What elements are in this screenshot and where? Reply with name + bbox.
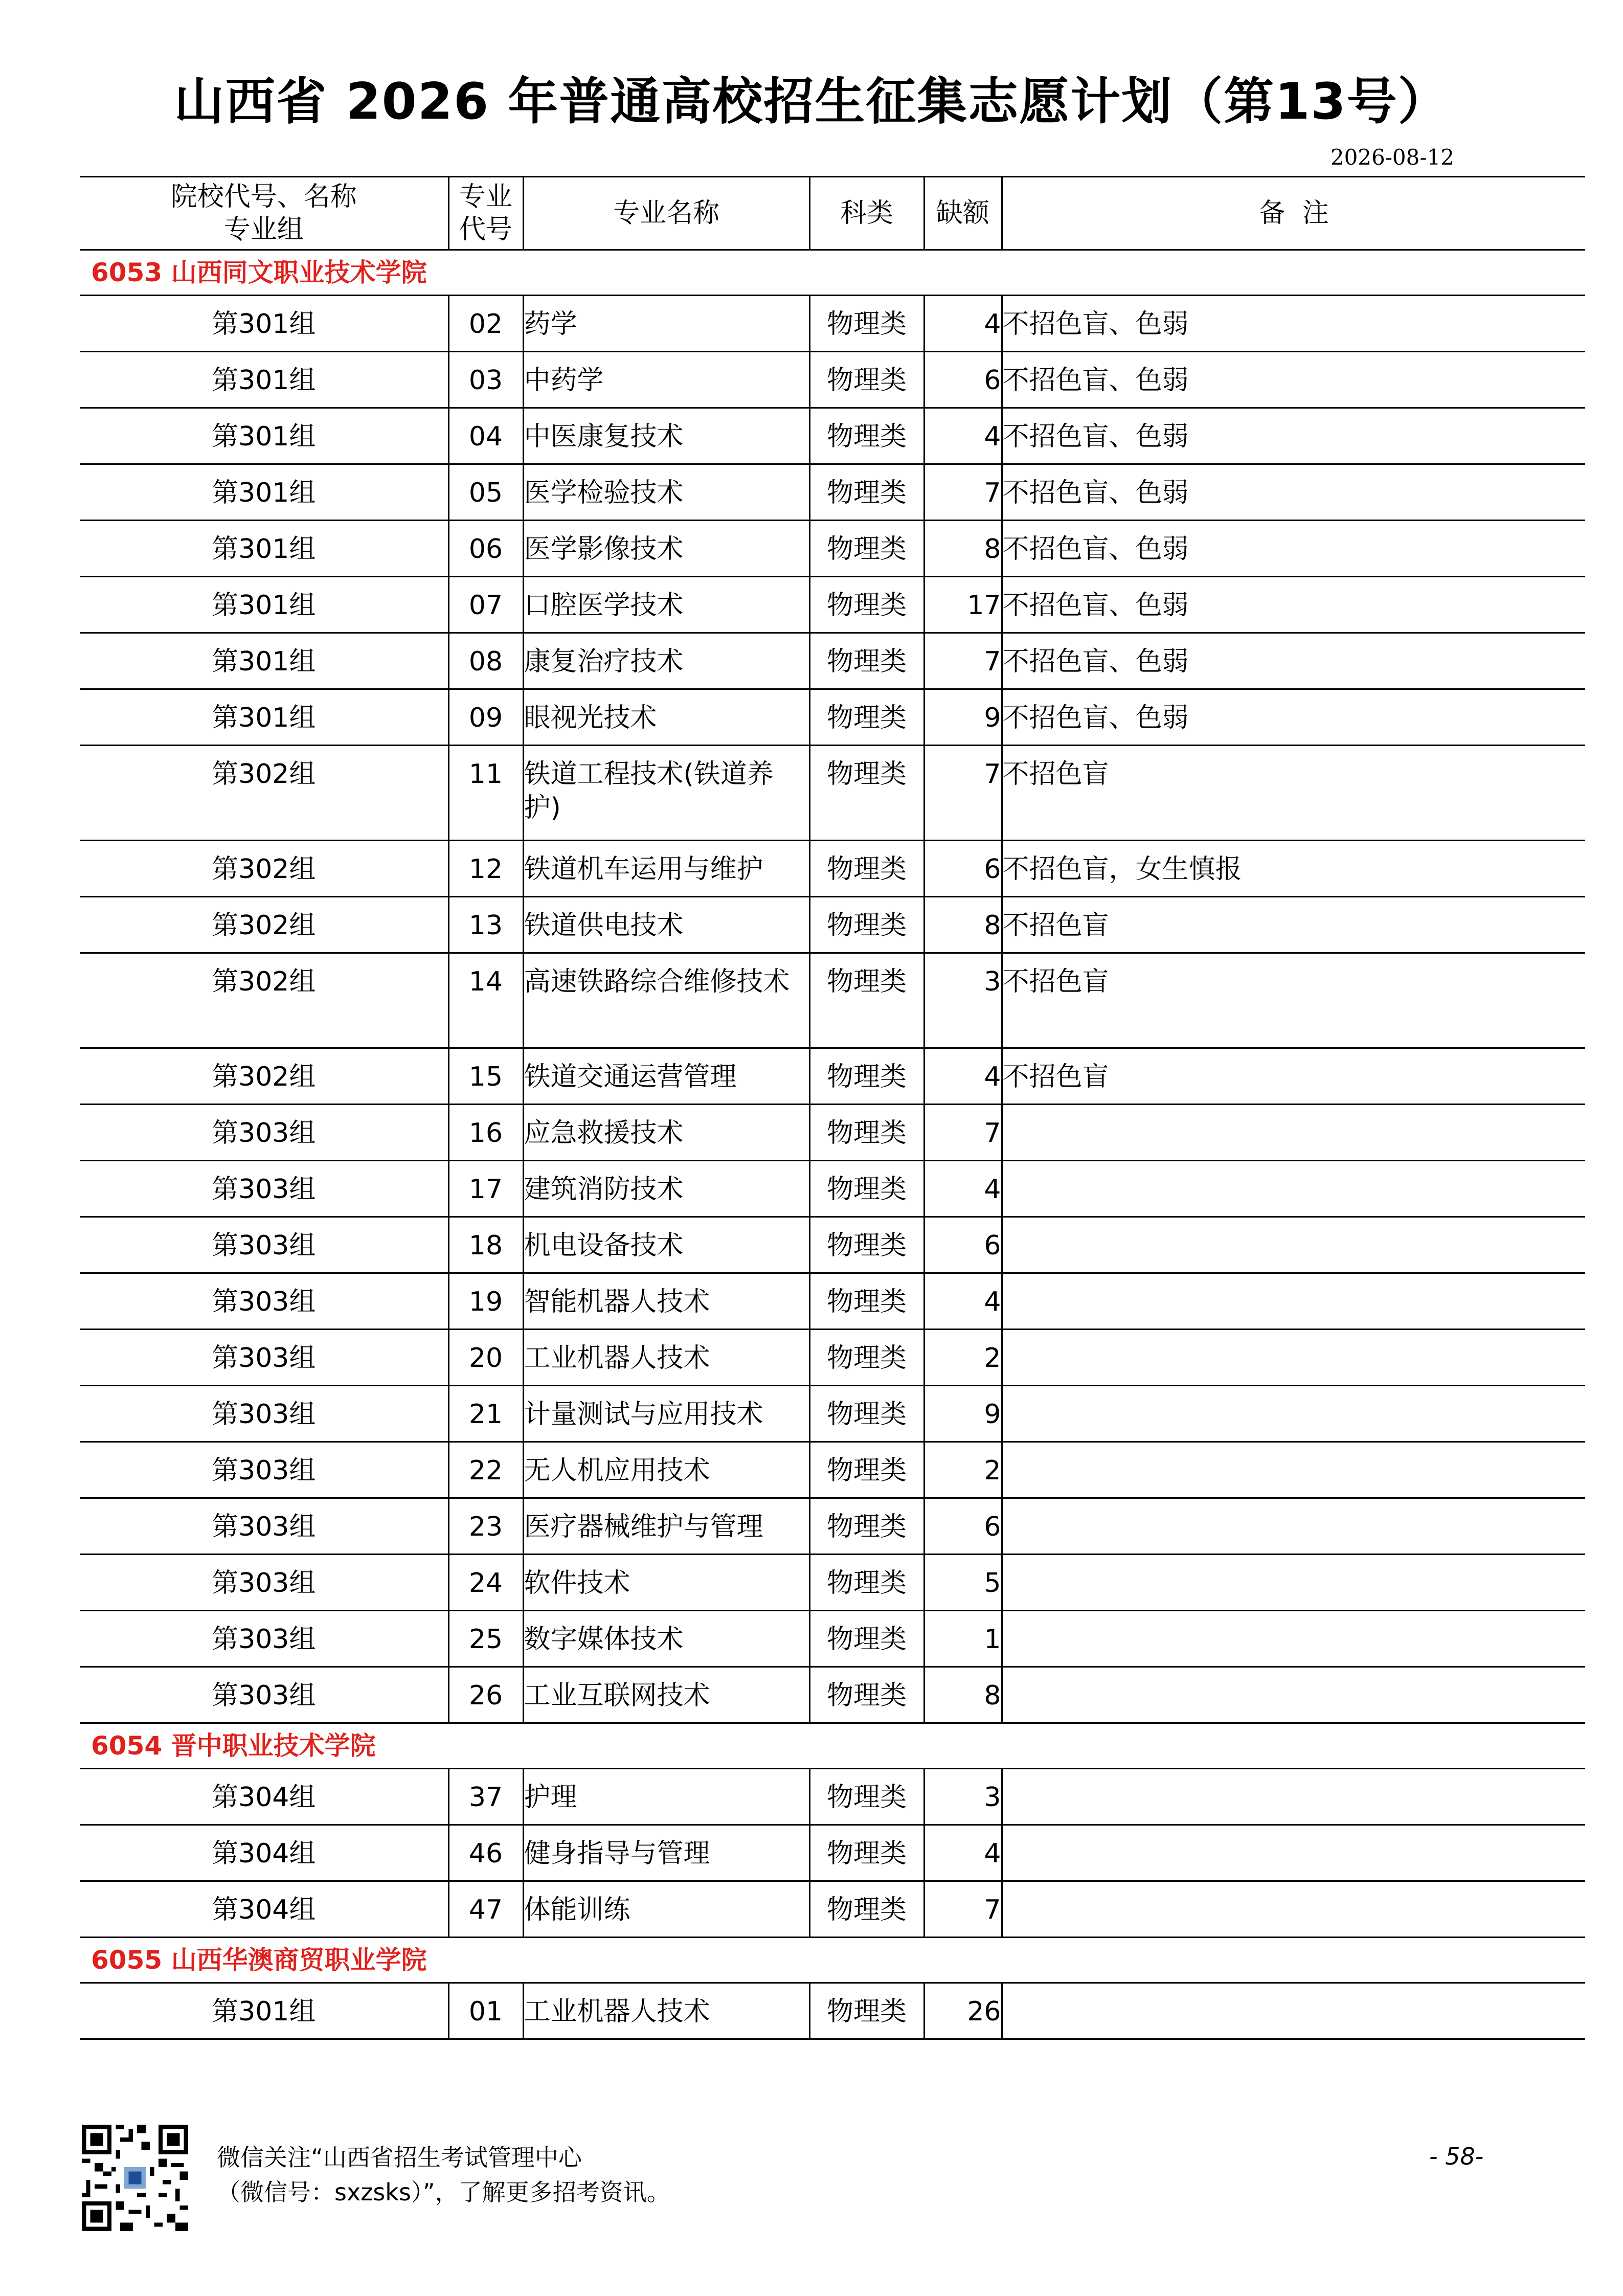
school-heading-row	[80, 250, 1585, 296]
major-name-cell: 健身指导与管理	[523, 1825, 809, 1881]
subject-type-cell: 物理类	[809, 633, 924, 689]
subject-type-cell: 物理类	[809, 1667, 924, 1723]
subject-type-cell: 物理类	[809, 1442, 924, 1498]
major-code-cell: 21	[448, 1386, 523, 1442]
table-row	[80, 521, 1585, 577]
major-name-cell: 中医康复技术	[523, 408, 809, 464]
table-row	[80, 296, 1585, 352]
major-name-cell: 体能训练	[523, 1881, 809, 1938]
group-cell: 第302组	[80, 897, 448, 953]
quota-cell: 4	[924, 408, 1002, 464]
major-code-cell: 12	[448, 841, 523, 897]
quota-cell: 6	[924, 841, 1002, 897]
note-cell: 不招色盲、色弱	[1002, 408, 1585, 464]
header-school-line1: 院校代号、名称	[170, 182, 357, 212]
major-name-cell: 中药学	[523, 352, 809, 408]
group-cell: 第303组	[80, 1330, 448, 1386]
table-row	[80, 1881, 1585, 1938]
quota-cell: 4	[924, 296, 1002, 352]
table-row	[80, 1217, 1585, 1273]
quota-cell: 8	[924, 897, 1002, 953]
subject-type-cell: 物理类	[809, 1105, 924, 1161]
major-code-cell: 09	[448, 689, 523, 746]
table-row	[80, 633, 1585, 689]
quota-cell: 3	[924, 1769, 1002, 1825]
major-code-cell: 23	[448, 1498, 523, 1555]
page-number: - 58-	[1429, 2143, 1484, 2170]
note-cell	[1002, 1611, 1585, 1667]
table-row	[80, 1048, 1585, 1105]
table-row	[80, 841, 1585, 897]
subject-type-cell: 物理类	[809, 1161, 924, 1217]
note-cell	[1002, 1442, 1585, 1498]
subject-type-cell: 物理类	[809, 953, 924, 1048]
major-code-cell: 16	[448, 1105, 523, 1161]
note-cell: 不招色盲	[1002, 953, 1585, 1048]
header-code-line2: 代号	[459, 214, 512, 245]
major-code-cell: 24	[448, 1555, 523, 1611]
subject-type-cell: 物理类	[809, 296, 924, 352]
table-row	[80, 689, 1585, 746]
group-cell: 第302组	[80, 953, 448, 1048]
group-cell: 第301组	[80, 577, 448, 633]
quota-cell: 7	[924, 633, 1002, 689]
quota-cell: 26	[924, 1983, 1002, 2039]
note-cell: 不招色盲、色弱	[1002, 521, 1585, 577]
school-name: 6055 山西华澳商贸职业学院	[80, 1938, 1585, 1983]
group-cell: 第304组	[80, 1769, 448, 1825]
subject-type-cell: 物理类	[809, 1330, 924, 1386]
group-cell: 第303组	[80, 1611, 448, 1667]
quota-cell: 1	[924, 1611, 1002, 1667]
group-cell: 第303组	[80, 1498, 448, 1555]
major-name-cell: 铁道供电技术	[523, 897, 809, 953]
quota-cell: 2	[924, 1442, 1002, 1498]
group-cell: 第301组	[80, 408, 448, 464]
footer-line1: 微信关注“山西省招生考试管理中心	[217, 2144, 582, 2171]
group-cell: 第302组	[80, 841, 448, 897]
group-cell: 第303组	[80, 1667, 448, 1723]
subject-type-cell: 物理类	[809, 1825, 924, 1881]
major-code-cell: 07	[448, 577, 523, 633]
table-row	[80, 746, 1585, 841]
note-cell	[1002, 1983, 1585, 2039]
major-code-cell: 20	[448, 1330, 523, 1386]
note-cell	[1002, 1386, 1585, 1442]
major-name-cell: 眼视光技术	[523, 689, 809, 746]
major-name-cell: 康复治疗技术	[523, 633, 809, 689]
note-cell: 不招色盲、色弱	[1002, 352, 1585, 408]
major-code-cell: 19	[448, 1273, 523, 1330]
table-row	[80, 577, 1585, 633]
quota-cell: 5	[924, 1555, 1002, 1611]
subject-type-cell: 物理类	[809, 352, 924, 408]
table-row	[80, 1386, 1585, 1442]
major-code-cell: 26	[448, 1667, 523, 1723]
group-cell: 第302组	[80, 746, 448, 841]
note-cell	[1002, 1217, 1585, 1273]
subject-type-cell: 物理类	[809, 1555, 924, 1611]
quota-cell: 2	[924, 1330, 1002, 1386]
group-cell: 第301组	[80, 689, 448, 746]
major-name-cell: 工业机器人技术	[523, 1983, 809, 2039]
note-cell	[1002, 1769, 1585, 1825]
major-name-cell: 机电设备技术	[523, 1217, 809, 1273]
header-school-line2: 专业组	[223, 214, 304, 245]
table-row	[80, 1825, 1585, 1881]
school-name: 6054 晋中职业技术学院	[80, 1723, 1585, 1769]
school-heading-row	[80, 1723, 1585, 1769]
subject-type-cell: 物理类	[809, 841, 924, 897]
major-name-cell: 建筑消防技术	[523, 1161, 809, 1217]
note-cell: 不招色盲、色弱	[1002, 296, 1585, 352]
note-cell: 不招色盲	[1002, 746, 1585, 841]
major-name-cell: 医学影像技术	[523, 521, 809, 577]
major-name-cell: 软件技术	[523, 1555, 809, 1611]
major-name-cell: 数字媒体技术	[523, 1611, 809, 1667]
note-cell: 不招色盲，女生慎报	[1002, 841, 1585, 897]
quota-cell: 7	[924, 1881, 1002, 1938]
subject-type-cell: 物理类	[809, 1273, 924, 1330]
major-name-cell: 护理	[523, 1769, 809, 1825]
group-cell: 第301组	[80, 521, 448, 577]
quota-cell: 6	[924, 1498, 1002, 1555]
major-name-cell: 工业机器人技术	[523, 1330, 809, 1386]
header-school-group	[80, 177, 448, 250]
major-name-cell: 口腔医学技术	[523, 577, 809, 633]
major-name-cell: 铁道交通运营管理	[523, 1048, 809, 1105]
note-cell	[1002, 1825, 1585, 1881]
major-code-cell: 13	[448, 897, 523, 953]
table-row	[80, 352, 1585, 408]
quota-cell: 6	[924, 352, 1002, 408]
major-code-cell: 47	[448, 1881, 523, 1938]
note-cell: 不招色盲、色弱	[1002, 464, 1585, 521]
footer-wechat-notice	[217, 2140, 670, 2210]
note-cell	[1002, 1273, 1585, 1330]
table-row	[80, 1667, 1585, 1723]
note-cell: 不招色盲	[1002, 897, 1585, 953]
group-cell: 第303组	[80, 1161, 448, 1217]
major-name-cell: 医疗器械维护与管理	[523, 1498, 809, 1555]
group-cell: 第301组	[80, 352, 448, 408]
group-cell: 第301组	[80, 633, 448, 689]
enrollment-plan-table	[80, 176, 1585, 2040]
major-code-cell: 04	[448, 408, 523, 464]
table-row	[80, 1983, 1585, 2039]
major-name-cell: 医学检验技术	[523, 464, 809, 521]
note-cell	[1002, 1330, 1585, 1386]
subject-type-cell: 物理类	[809, 464, 924, 521]
subject-type-cell: 物理类	[809, 1217, 924, 1273]
header-major-code	[448, 177, 523, 250]
group-cell: 第301组	[80, 464, 448, 521]
major-code-cell: 15	[448, 1048, 523, 1105]
table-row	[80, 1273, 1585, 1330]
table-row	[80, 1161, 1585, 1217]
quota-cell: 17	[924, 577, 1002, 633]
note-cell	[1002, 1105, 1585, 1161]
quota-cell: 4	[924, 1048, 1002, 1105]
major-code-cell: 17	[448, 1161, 523, 1217]
major-code-cell: 08	[448, 633, 523, 689]
major-name-cell: 铁道工程技术(铁道养护)	[523, 746, 809, 841]
quota-cell: 3	[924, 953, 1002, 1048]
note-cell: 不招色盲、色弱	[1002, 577, 1585, 633]
quota-cell: 4	[924, 1273, 1002, 1330]
note-cell	[1002, 1881, 1585, 1938]
note-cell	[1002, 1498, 1585, 1555]
group-cell: 第303组	[80, 1386, 448, 1442]
group-cell: 第303组	[80, 1442, 448, 1498]
header-quota: 缺额	[924, 177, 1002, 250]
major-code-cell: 14	[448, 953, 523, 1048]
quota-cell: 7	[924, 1105, 1002, 1161]
qr-code-icon	[82, 2125, 188, 2231]
table-row	[80, 408, 1585, 464]
subject-type-cell: 物理类	[809, 1498, 924, 1555]
group-cell: 第301组	[80, 1983, 448, 2039]
group-cell: 第302组	[80, 1048, 448, 1105]
note-cell	[1002, 1555, 1585, 1611]
quota-cell: 4	[924, 1161, 1002, 1217]
quota-cell: 4	[924, 1825, 1002, 1881]
group-cell: 第304组	[80, 1825, 448, 1881]
major-code-cell: 18	[448, 1217, 523, 1273]
subject-type-cell: 物理类	[809, 1769, 924, 1825]
group-cell: 第304组	[80, 1881, 448, 1938]
school-heading-row	[80, 1938, 1585, 1983]
major-name-cell: 应急救援技术	[523, 1105, 809, 1161]
table-row	[80, 1769, 1585, 1825]
major-code-cell: 02	[448, 296, 523, 352]
subject-type-cell: 物理类	[809, 1611, 924, 1667]
subject-type-cell: 物理类	[809, 1881, 924, 1938]
table-body	[80, 250, 1585, 2039]
major-name-cell: 铁道机车运用与维护	[523, 841, 809, 897]
table-row	[80, 1611, 1585, 1667]
quota-cell: 8	[924, 1667, 1002, 1723]
quota-cell: 9	[924, 689, 1002, 746]
group-cell: 第303组	[80, 1105, 448, 1161]
table-row	[80, 1105, 1585, 1161]
subject-type-cell: 物理类	[809, 1048, 924, 1105]
quota-cell: 6	[924, 1217, 1002, 1273]
header-code-line1: 专业	[459, 182, 512, 212]
subject-type-cell: 物理类	[809, 1983, 924, 2039]
table-row	[80, 953, 1585, 1048]
subject-type-cell: 物理类	[809, 897, 924, 953]
table-header-row	[80, 177, 1585, 250]
table-row	[80, 1498, 1585, 1555]
major-name-cell: 计量测试与应用技术	[523, 1386, 809, 1442]
major-code-cell: 01	[448, 1983, 523, 2039]
subject-type-cell: 物理类	[809, 1386, 924, 1442]
publish-date: 2026-08-12	[1330, 145, 1454, 170]
table-row	[80, 1330, 1585, 1386]
note-cell: 不招色盲、色弱	[1002, 633, 1585, 689]
major-code-cell: 25	[448, 1611, 523, 1667]
footer-line2: （微信号：sxzsks）”，了解更多招考资讯。	[217, 2178, 670, 2206]
major-code-cell: 22	[448, 1442, 523, 1498]
quota-cell: 7	[924, 746, 1002, 841]
note-cell: 不招色盲	[1002, 1048, 1585, 1105]
table-row	[80, 1442, 1585, 1498]
school-name: 6053 山西同文职业技术学院	[80, 250, 1585, 296]
major-code-cell: 46	[448, 1825, 523, 1881]
subject-type-cell: 物理类	[809, 577, 924, 633]
table-row	[80, 1555, 1585, 1611]
subject-type-cell: 物理类	[809, 408, 924, 464]
subject-type-cell: 物理类	[809, 521, 924, 577]
major-name-cell: 药学	[523, 296, 809, 352]
major-code-cell: 05	[448, 464, 523, 521]
major-name-cell: 工业互联网技术	[523, 1667, 809, 1723]
subject-type-cell: 物理类	[809, 689, 924, 746]
group-cell: 第303组	[80, 1555, 448, 1611]
note-cell: 不招色盲、色弱	[1002, 689, 1585, 746]
major-code-cell: 37	[448, 1769, 523, 1825]
major-code-cell: 11	[448, 746, 523, 841]
note-cell	[1002, 1161, 1585, 1217]
group-cell: 第303组	[80, 1273, 448, 1330]
major-name-cell: 高速铁路综合维修技术	[523, 953, 809, 1048]
major-name-cell: 无人机应用技术	[523, 1442, 809, 1498]
group-cell: 第301组	[80, 296, 448, 352]
quota-cell: 7	[924, 464, 1002, 521]
major-code-cell: 06	[448, 521, 523, 577]
major-code-cell: 03	[448, 352, 523, 408]
header-major-name: 专业名称	[523, 177, 809, 250]
note-cell	[1002, 1667, 1585, 1723]
quota-cell: 9	[924, 1386, 1002, 1442]
table-row	[80, 464, 1585, 521]
header-note: 备 注	[1002, 177, 1585, 250]
header-subject-type: 科类	[809, 177, 924, 250]
page-title: 山西省 2026 年普通高校招生征集志愿计划（第13号）	[174, 73, 1449, 131]
quota-cell: 8	[924, 521, 1002, 577]
group-cell: 第303组	[80, 1217, 448, 1273]
table-row	[80, 897, 1585, 953]
major-name-cell: 智能机器人技术	[523, 1273, 809, 1330]
subject-type-cell: 物理类	[809, 746, 924, 841]
